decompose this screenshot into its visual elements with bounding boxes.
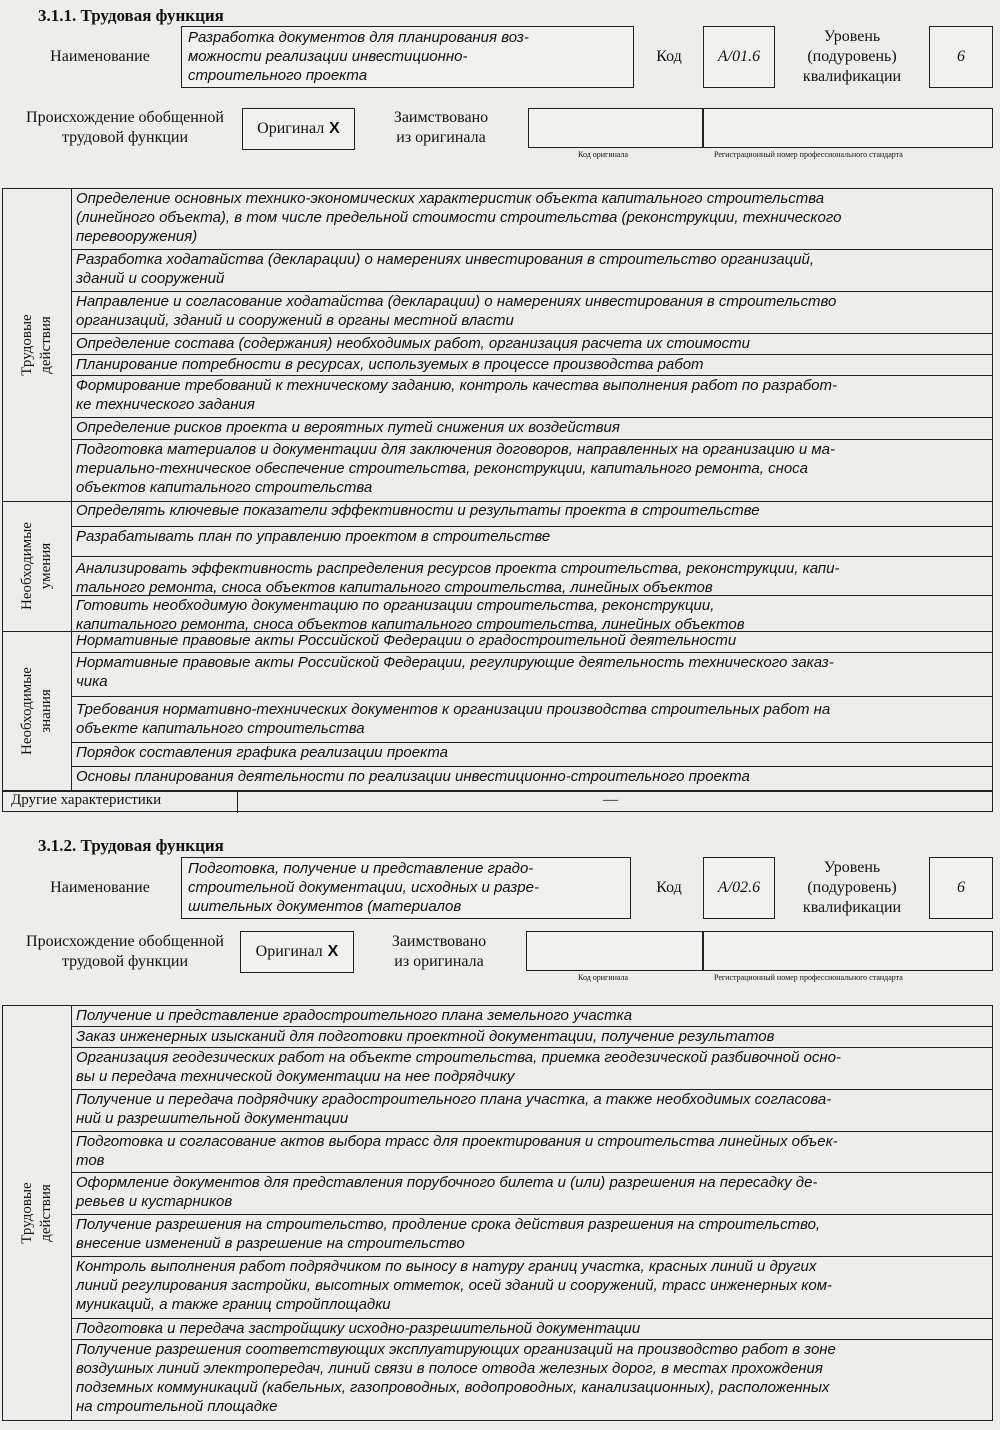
table-row: Оформление документов для представления порубочного билета и (или) разрешения на пересадку де- ревьев и кустарников	[71, 1173, 992, 1215]
name-label: Наименование	[50, 48, 150, 65]
table-row: Определение рисков проекта и вероятных путей снижения их воздействия	[71, 418, 992, 440]
skills-group	[3, 501, 992, 632]
original-box	[242, 108, 355, 150]
reg-number-box	[703, 931, 993, 971]
original-mark: X	[329, 120, 340, 137]
original-label: Оригинал	[255, 943, 323, 960]
name-label: Наименование	[50, 879, 150, 896]
table-row: Формирование требований к техническому заданию, контроль качества выполнения работ по разработ- ке технического задания	[71, 376, 992, 418]
level-label: Уровень (подуровень) квалификации	[802, 28, 902, 85]
table-row: Готовить необходимую документацию по организации строительства, реконструкции, капитального ремонта, сноса объектов капитального строительства, линейных объектов	[76, 597, 745, 631]
table-row: Определять ключевые показатели эффективности и результаты проекта в строительстве	[71, 501, 992, 527]
section-1-title: 3.1.1. Трудовая функция	[38, 6, 224, 25]
original-code-box	[528, 108, 703, 148]
borrowed-label: Заимствовано из оригинала	[391, 933, 487, 970]
level-box: 6	[929, 26, 993, 88]
table-row: Контроль выполнения работ подрядчиком по выносу в натуру границ участка, красных линий и других линий регулирования застройки, высотных отметок, осей зданий и сооружений, трасс инженерных ком- муникаций, а также границ стройплощадки	[71, 1257, 992, 1319]
table-row: Организация геодезических работ на объекте строительства, приемка геодезической разбивочной осно- вы и передача технической документации на нее подрядчику	[71, 1048, 992, 1090]
function-1-table	[2, 188, 993, 812]
table-row: Получение разрешения соответствующих эксплуатирующих организаций на производство работ в зоне воздушных линий электропередач, линий связи в полосе отвода железных дорог, в местах прохождения подземных коммуникаций (кабельных, газопроводных, водопроводных, канализационных), расположенных на строительной площадке	[76, 1341, 836, 1415]
other-characteristics-value: —	[603, 792, 618, 808]
original-box	[240, 931, 354, 973]
other-characteristics-row	[3, 790, 992, 813]
level-label: Уровень (подуровень) квалификации	[802, 859, 902, 916]
table-row: Порядок составления графика реализации проекта	[71, 743, 992, 767]
table-row: Требования нормативно-технических документов к организации производства строительных работ на объекте капитального строительства	[71, 697, 992, 743]
table-row: Подготовка материалов и документации для заключения договоров, направленных на организацию и ма- териально-техническое обеспечение строительства, реконструкции, капитального ремонта, сноса объектов капитального строительства	[76, 441, 835, 496]
level-box: 6	[929, 857, 993, 919]
reg-number-box	[703, 108, 993, 148]
table-row: Нормативные правовые акты Российской Федерации, регулирующие деятельность технического заказ- чика	[71, 653, 992, 697]
origin-label: Происхождение обобщенной трудовой функции	[26, 933, 224, 970]
knowledge-group	[3, 631, 992, 792]
function-name-box: Разработка документов для планирования воз- можности реализации инвестиционно- строительного проекта	[181, 26, 634, 88]
table-row: Анализировать эффективность распределения ресурсов проекта строительства, реконструкции, капи- тального ремонта, сноса объектов капитального строительства, линейных объектов	[71, 557, 992, 596]
code-label: Код	[656, 48, 682, 65]
original-mark: X	[327, 943, 339, 960]
code-box: A/01.6	[703, 26, 775, 88]
table-row: Получение и передача подрядчику градостроительного плана участка, а также необходимых согласова- ний и разрешительной документации	[71, 1090, 992, 1132]
orig-code-caption: Код оригинала	[578, 150, 629, 159]
table-row: Получение разрешения на строительство, продление срока действия разрешения на строительство, внесение изменений в разрешение на строительство	[71, 1215, 992, 1257]
table-row: Планирование потребности в ресурсах, используемых в процессе производства работ	[71, 355, 992, 376]
table-row: Разрабатывать план по управлению проектом в строительстве	[71, 527, 992, 557]
skills-group-label: Необходимые умения	[3, 501, 72, 631]
function-2-table	[2, 1005, 993, 1421]
other-characteristics-label: Другие характеристики	[3, 791, 238, 813]
table-row: Определение состава (содержания) необходимых работ, организация расчета их стоимости	[71, 334, 992, 355]
table-row: Основы планирования деятельности по реализации инвестиционно-строительного проекта	[76, 768, 750, 785]
knowledge-group-label: Необходимые знания	[3, 631, 72, 791]
table-row: Направление и согласование ходатайства (декларации) о намерениях инвестирования в строительство организаций, зданий и сооружений в органы местной власти	[71, 292, 992, 334]
table-row: Получение и представление градостроительного плана земельного участка	[71, 1006, 992, 1027]
actions-group	[3, 189, 992, 502]
reg-number-caption: Регистрационный номер профессионального стандарта	[714, 150, 903, 159]
original-label: Оригинал	[257, 120, 325, 137]
table-row: Нормативные правовые акты Российской Федерации о градостроительной деятельности	[71, 631, 992, 653]
reg-number-caption: Регистрационный номер профессионального стандарта	[714, 973, 903, 982]
original-code-box	[526, 931, 703, 971]
table-row: Заказ инженерных изысканий для подготовки проектной документации, получение результатов	[71, 1027, 992, 1048]
actions-group	[3, 1006, 992, 1420]
table-row: Подготовка и передача застройщику исходно-разрешительной документации	[71, 1319, 992, 1340]
table-row: Подготовка и согласование актов выбора трасс для проектирования и строительства линейных объек- тов	[71, 1132, 992, 1173]
borrowed-label: Заимствовано из оригинала	[393, 109, 489, 146]
code-box: A/02.6	[703, 857, 775, 919]
actions-group-label: Трудовые действия	[3, 189, 72, 501]
code-label: Код	[656, 879, 682, 896]
origin-label: Происхождение обобщенной трудовой функции	[26, 109, 224, 146]
section-2-title: 3.1.2. Трудовая функция	[38, 836, 224, 855]
orig-code-caption: Код оригинала	[578, 973, 629, 982]
table-row: Разработка ходатайства (декларации) о намерениях инвестирования в строительство организаций, зданий и сооружений	[71, 250, 992, 292]
actions-group-label: Трудовые действия	[3, 1006, 72, 1420]
function-name-box: Подготовка, получение и представление градо- строительной документации, исходных и разре- шительных документов (материалов	[181, 857, 631, 919]
table-row: Определение основных технико-экономических характеристик объекта капитального строительства (линейного объекта), в том числе предельной стоимости строительства (реконструкции, технического перевооружения)	[71, 189, 992, 250]
